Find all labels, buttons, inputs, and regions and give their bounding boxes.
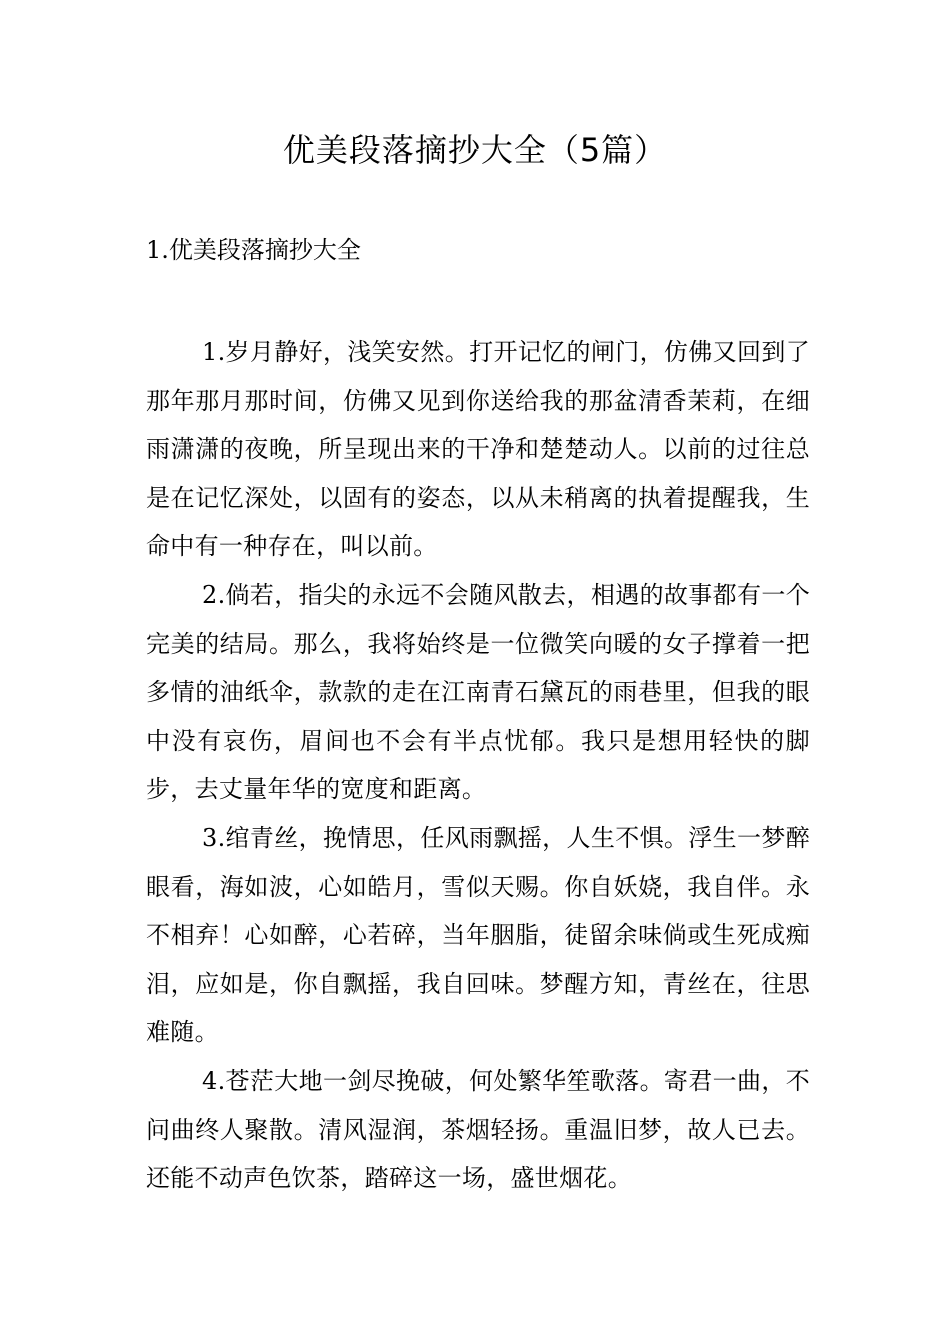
- document-body: [146, 328, 810, 1203]
- paragraph-2: 2.倘若，指尖的永远不会随风散去，相遇的故事都有一个完美的结局。那么，我将始终是一位微笑向暖的女子撑着一把多情的油纸伞，款款的走在江南青石黛瓦的雨巷里，但我的眼中没有哀伤，眉间也不会有半点忧郁。我只是想用轻快的脚步，去丈量年华的宽度和距离。: [146, 580, 810, 804]
- paragraph-4: 4.苍茫大地一剑尽挽破，何处繁华笙歌落。寄君一曲，不问曲终人聚散。清风湿润，茶烟轻扬。重温旧梦，故人已去。还能不动声色饮茶，踏碎这一场，盛世烟花。: [146, 1066, 810, 1193]
- paragraph-1: 1.岁月静好，浅笑安然。打开记忆的闸门，仿佛又回到了那年那月那时间，仿佛又见到你送给我的那盆清香茉莉，在细雨潇潇的夜晚，所呈现出来的干净和楚楚动人。以前的过往总是在记忆深处，以固有的姿态，以从未稍离的执着提醒我，生命中有一种存在，叫以前。: [146, 338, 810, 561]
- section-heading: 1.优美段落摘抄大全: [146, 236, 361, 264]
- paragraph-3: 3.绾青丝，挽情思，任风雨飘摇，人生不惧。浮生一梦醉眼看，海如波，心如皓月，雪似天赐。你自妖娆，我自伴。永不相弃！心如醉，心若碎，当年胭脂，徒留余味倘或生死成痴泪，应如是，你自飘摇，我自回味。梦醒方知，青丝在，往思难随。: [146, 823, 810, 1047]
- document-title: 优美段落摘抄大全（5篇）: [282, 131, 668, 169]
